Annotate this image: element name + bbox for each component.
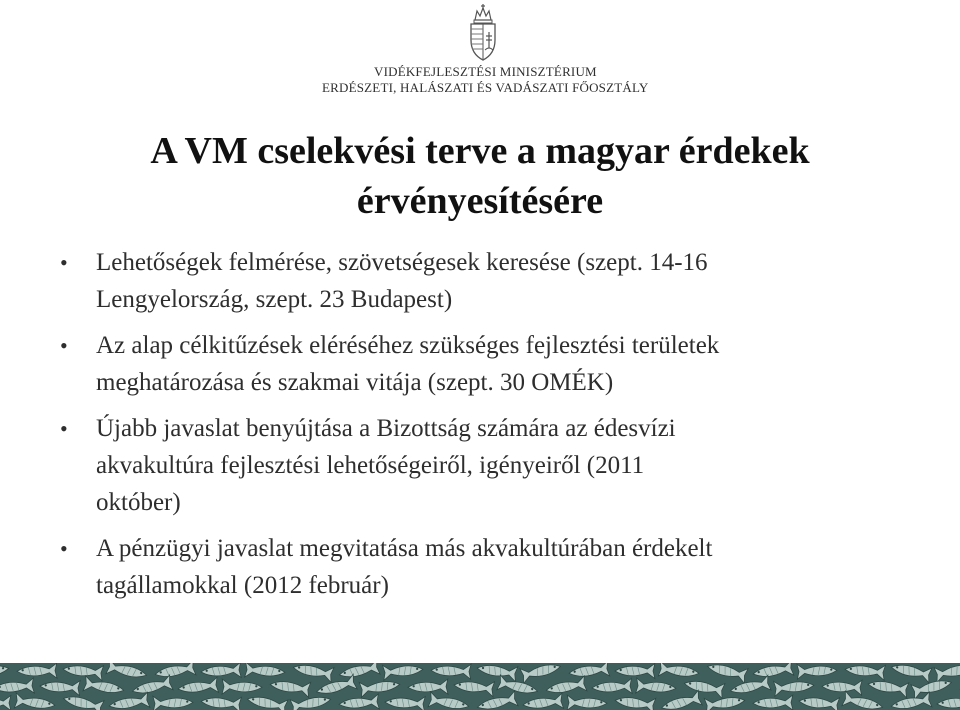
bullet-line: akvakultúra fejlesztési lehetőségeiről, igényeiről (2011 (96, 452, 645, 479)
bullet-item (60, 327, 920, 401)
bullet-line: Újabb javaslat benyújtása a Bizottság számára az édesvízi (96, 415, 676, 442)
bullet-marker: • (60, 250, 68, 275)
bullet-item (60, 244, 920, 318)
bullet-marker: • (60, 416, 68, 441)
bullet-line: A pénzügyi javaslat megvitatása más akvakultúrában érdekelt (96, 535, 713, 562)
bullet-item (60, 530, 920, 604)
coat-of-arms-icon (465, 4, 501, 62)
header (0, 0, 960, 100)
bullet-line: Az alap célkitűzések eléréséhez szükséges fejlesztési területek (96, 332, 720, 359)
bullet-line: Lengyelország, szept. 23 Budapest) (96, 286, 453, 313)
fish-pattern-footer (0, 663, 960, 710)
bullet-line: tagállamokkal (2012 február) (96, 572, 389, 599)
ministry-line-1: VIDÉKFEJLESZTÉSI MINISZTÉRIUM (374, 64, 597, 79)
bullet-item (60, 410, 920, 521)
bullet-list (60, 244, 920, 613)
ministry-name (322, 64, 648, 96)
bullet-marker: • (60, 333, 68, 358)
slide-title (0, 126, 960, 226)
bullet-line: Lehetőségek felmérése, szövetségesek keresése (szept. 14-16 (96, 249, 708, 276)
fish-pattern-icon (0, 663, 960, 710)
ministry-line-2: ERDÉSZETI, HALÁSZATI ÉS VADÁSZATI FŐOSZTÁLY (322, 80, 649, 95)
title-line-2: érvényesítésére (356, 180, 604, 222)
bullet-marker: • (60, 536, 68, 561)
title-line-1: A VM cselekvési terve a magyar érdekek (150, 130, 810, 172)
bullet-line: október) (96, 489, 181, 516)
bullet-line: meghatározása és szakmai vitája (szept. 30 OMÉK) (96, 369, 614, 396)
